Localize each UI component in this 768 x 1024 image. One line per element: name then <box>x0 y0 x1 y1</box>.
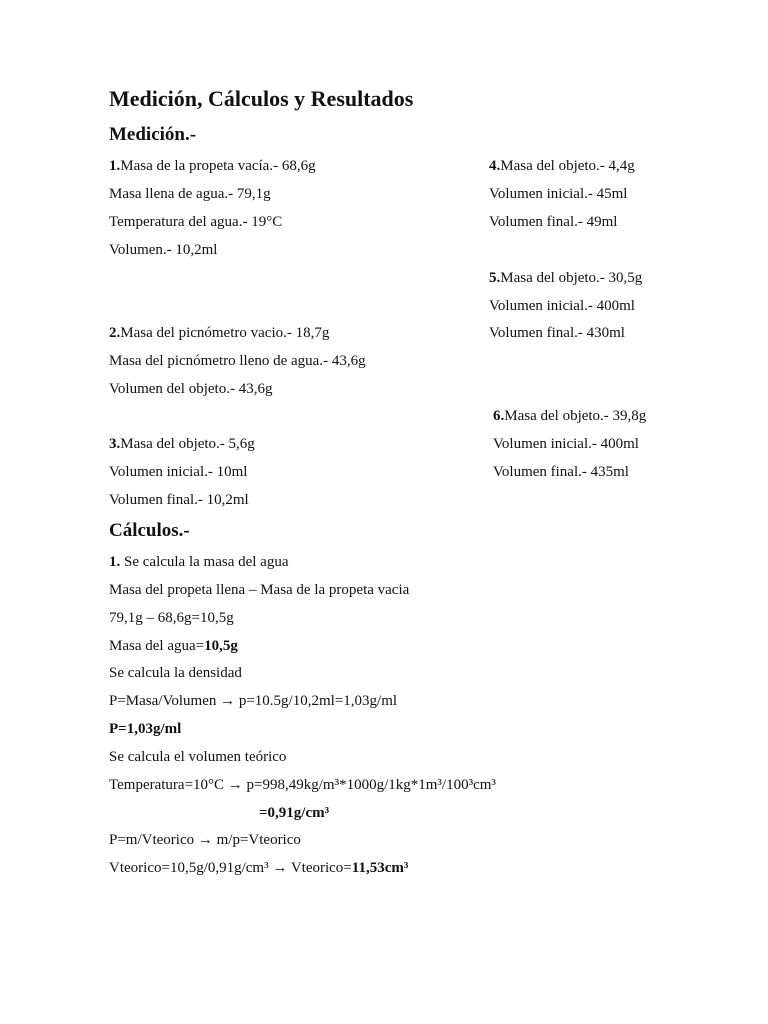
measurement-item-4-object <box>489 157 635 175</box>
measurement-text: Masa del picnómetro vacio.- 18,7g <box>120 325 330 341</box>
calc-theoretical-volume-intro: Se calcula el volumen teórico <box>109 749 287 765</box>
step-text: Se calcula la masa del agua <box>120 554 289 570</box>
calc-density-result <box>109 720 181 738</box>
measurement-line: Volumen final.- 430ml <box>489 325 625 341</box>
calc-step-1 <box>109 553 289 571</box>
section-heading-medicion: Medición.- <box>109 124 197 145</box>
calc-formula-water-mass: Masa del propeta llena – Masa de la propeta vacia <box>109 582 410 598</box>
measurement-item-5-object <box>489 269 642 287</box>
measurement-line: Volumen final.- 10,2ml <box>109 492 249 508</box>
item-number: 2. <box>109 325 121 341</box>
measurement-text: Masa del objeto.- 4,4g <box>500 158 635 174</box>
measurement-line: Volumen del objeto.- 43,6g <box>109 381 273 397</box>
measurement-item-2-pycnometer <box>109 324 329 342</box>
page-title: Medición, Cálculos y Resultados <box>109 86 414 111</box>
measurement-line: Volumen inicial.- 400ml <box>489 298 635 314</box>
result-label: Masa del agua= <box>109 638 205 654</box>
measurement-line: Masa llena de agua.- 79,1g <box>109 186 271 202</box>
item-number: 1. <box>109 158 121 174</box>
item-number: 6. <box>493 408 505 424</box>
calc-water-mass-result <box>109 637 238 655</box>
result-label: Vteorico=10,5g/0,91g/cm³ → Vteorico= <box>109 860 352 876</box>
calc-theoretical-volume-relation: P=m/Vteorico → m/p=Vteorico <box>109 832 301 848</box>
result-value: 11,53cm³ <box>351 860 409 876</box>
calc-theoretical-volume-formula: Temperatura=10°C → p=998,49kg/m³*1000g/1kg*1m³/100³cm³ <box>109 777 496 793</box>
measurement-line: Volumen inicial.- 400ml <box>493 436 639 452</box>
calc-water-mass-arithmetic: 79,1g – 68,6g=10,5g <box>109 610 234 626</box>
measurement-item-6-object <box>493 407 646 425</box>
measurement-line: Masa del picnómetro lleno de agua.- 43,6g <box>109 353 366 369</box>
measurement-line: Volumen inicial.- 10ml <box>109 464 248 480</box>
calc-density-intro: Se calcula la densidad <box>109 665 242 681</box>
measurement-text: Masa del objeto.- 30,5g <box>500 270 643 286</box>
item-number: 5. <box>489 270 501 286</box>
step-number: 1. <box>109 554 121 570</box>
measurement-line: Volumen final.- 435ml <box>493 464 629 480</box>
measurement-line: Volumen final.- 49ml <box>489 214 618 230</box>
measurement-text: Masa del objeto.- 39,8g <box>504 408 647 424</box>
calc-theoretical-density-result: =0,91g/cm³ <box>259 805 330 821</box>
section-heading-calculos: Cálculos.- <box>109 520 190 541</box>
measurement-text: Masa de la propeta vacía.- 68,6g <box>120 158 316 174</box>
calc-density-formula: P=Masa/Volumen → p=10.5g/10,2ml=1,03g/ml <box>109 693 398 709</box>
result-value: 10,5g <box>204 638 238 654</box>
measurement-text: Masa del objeto.- 5,6g <box>120 436 255 452</box>
result-label: P= <box>109 721 127 737</box>
item-number: 3. <box>109 436 121 452</box>
calc-theoretical-volume-result <box>109 859 408 877</box>
result-value: 1,03g/ml <box>126 721 182 737</box>
measurement-line: Temperatura del agua.- 19°C <box>109 214 283 230</box>
measurement-line: Volumen.- 10,2ml <box>109 242 218 258</box>
measurement-line: Volumen inicial.- 45ml <box>489 186 628 202</box>
measurement-item-1-mass-empty <box>109 157 316 175</box>
item-number: 4. <box>489 158 501 174</box>
measurement-item-3-object <box>109 435 255 453</box>
